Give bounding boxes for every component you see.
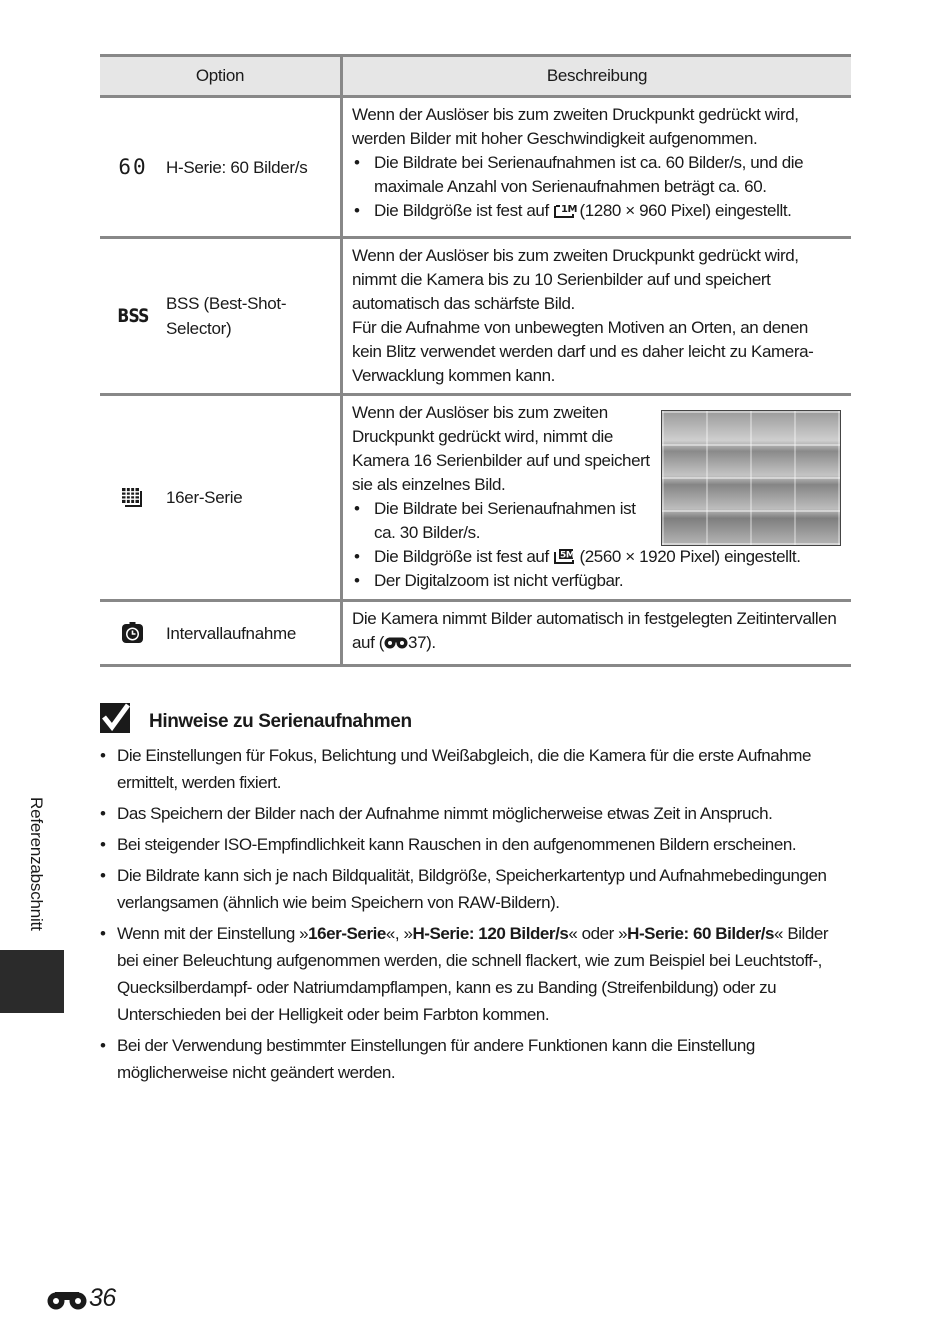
page-number-text: 36 <box>89 1284 116 1312</box>
description-text: Für die Aufnahme von unbewegten Motiven an Orten, an denen kein Blitz verwendet werden darf und es daher leicht zu Kamera-Verwacklung kommen kann. <box>352 318 814 385</box>
description-text: Wenn der Auslöser bis zum zweiten Druckpunkt gedrückt wird, nimmt die Kamera 16 Serienbilder auf und speichert sie als einzelnes Bild. <box>352 403 650 494</box>
list-item: • Die Bildrate kann sich je nach Bildqualität, Bildgröße, Speicherkartentyp und Aufnahmebedingungen verlangsamen (ähnlich wie beim Speichern von RAW-Bildern). <box>100 862 840 916</box>
burst-60-icon: 60 <box>118 155 148 179</box>
list-item: • Das Speichern der Bilder nach der Aufnahme nimmt möglicherweise etwas Zeit in Anspruch. <box>100 800 840 827</box>
description-text: Wenn der Auslöser bis zum zweiten Druckpunkt gedrückt wird, nimmt die Kamera bis zu 10 Serienbilder auf und speichert automatisch das schärfste Bild. <box>352 246 799 313</box>
svg-text:1M: 1M <box>561 204 578 215</box>
multi-shot-16-icon <box>100 487 166 509</box>
page-number <box>47 1284 116 1313</box>
note-title: Hinweise zu Serienaufnahmen <box>149 711 412 732</box>
list-item: • Die Bildrate bei Serienaufnahmen ist ca. 60 Bilder/s, und die maximale Anzahl von Serienaufnahmen beträgt ca. 60. <box>352 151 841 199</box>
table-row <box>100 396 851 602</box>
option-label: Intervallaufnahme <box>166 623 297 643</box>
sample-burst-photo <box>661 410 841 546</box>
description-text: Die Kamera nimmt Bilder automatisch in festgelegten Zeitintervallen auf ( 37). <box>352 609 837 652</box>
interval-timer-icon <box>100 621 166 645</box>
list-item: • Die Bildrate bei Serienaufnahmen ist ca. 30 Bilder/s. <box>352 497 652 545</box>
note-section <box>100 700 840 1090</box>
description-cell <box>343 239 851 393</box>
description-cell <box>343 396 851 599</box>
option-cell <box>100 602 343 664</box>
section-label: Referenzabschnitt <box>27 797 46 931</box>
list-item: • Die Bildgröße ist fest auf 1M (1280 × 960 Pixel) eingestellt. <box>352 199 841 223</box>
list-item: • Die Bildgröße ist fest auf 5M (2560 × 1920 Pixel) eingestellt. <box>352 545 841 569</box>
option-cell <box>100 239 343 393</box>
list-item: • Der Digitalzoom ist nicht verfügbar. <box>352 569 841 593</box>
option-label: BSS (Best-Shot-Selector) <box>166 294 287 338</box>
header-description: Beschreibung <box>546 66 648 85</box>
checkmark-icon <box>100 703 130 733</box>
reference-binoculars-icon <box>47 1288 87 1310</box>
option-label: 16er-Serie <box>166 488 243 507</box>
image-size-1m-icon <box>553 201 578 219</box>
description-cell <box>343 602 851 664</box>
note-header <box>100 700 840 736</box>
table-row <box>100 602 851 664</box>
header-option: Option <box>100 57 343 95</box>
table-row <box>100 98 851 239</box>
list-item: • Wenn mit der Einstellung »16er-Serie«, »H-Serie: 120 Bilder/s« oder »H-Serie: 60 Bilder/s« Bilder bei einer Beleuchtung aufgenommen werden, die schnell flackert, wie zum Beispiel bei Leuchtstoff-, Quecksilberdampf- oder Natriumdampflampen, kann es zu Banding (Streifenbildung) oder zu Unterschieden bei der Helligkeit oder beim Farbton kommen. <box>100 920 840 1028</box>
option-label: H-Serie: 60 Bilder/s <box>166 157 308 177</box>
options-table <box>100 54 851 667</box>
reference-binoculars-icon <box>384 635 408 649</box>
table-header <box>100 57 851 98</box>
description-text: Wenn der Auslöser bis zum zweiten Druckpunkt gedrückt wird, werden Bilder mit hoher Geschwindigkeit aufgenommen. <box>352 105 799 148</box>
table-row <box>100 239 851 396</box>
svg-text:5M: 5M <box>560 550 575 561</box>
list-item: • Bei der Verwendung bestimmter Einstellungen für andere Funktionen kann die Einstellung möglicherweise nicht geändert werden. <box>100 1032 840 1086</box>
option-cell <box>100 98 343 236</box>
section-tab <box>0 950 64 1013</box>
list-item: • Bei steigender ISO-Empfindlichkeit kann Rauschen in den aufgenommenen Bildern erscheinen. <box>100 831 840 858</box>
bss-icon: BSS <box>117 305 149 327</box>
option-cell <box>100 396 343 599</box>
list-item: • Die Einstellungen für Fokus, Belichtung und Weißabgleich, die die Kamera für die erste Aufnahme ermittelt, werden fixiert. <box>100 742 840 796</box>
image-size-5m-icon <box>553 547 575 565</box>
note-list <box>100 742 840 1086</box>
description-cell <box>343 98 851 236</box>
